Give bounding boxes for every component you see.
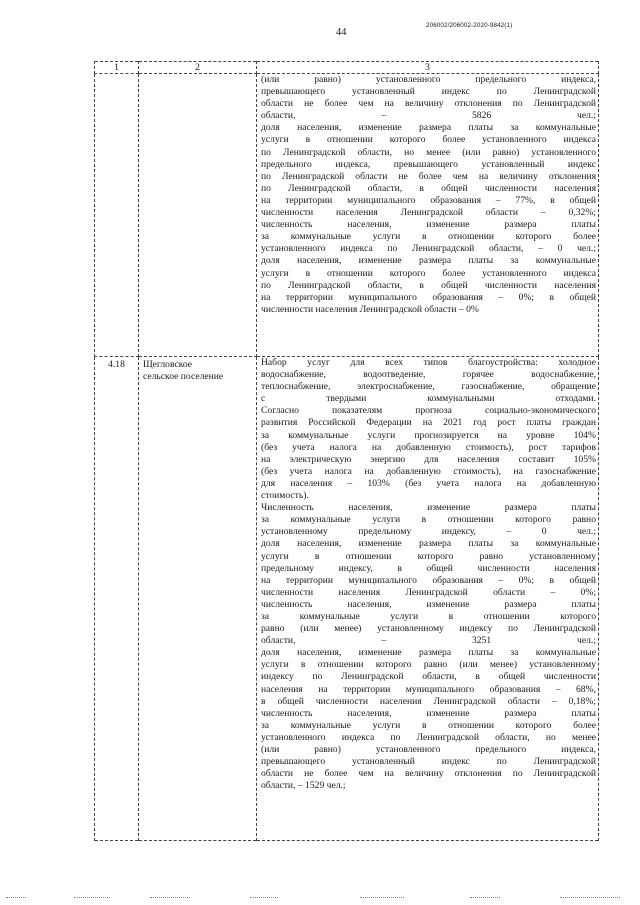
table-row — [95, 357, 599, 841]
description-line: численность населения, изменение размера платы — [261, 219, 596, 231]
description-line: (без учета налога на добавленную стоимость), рост тарифов — [261, 441, 596, 453]
description-line: (или равно) установленного предельного индекса, — [261, 74, 596, 85]
description-line: по Ленинградской области, в общей численности населения — [261, 279, 596, 291]
description-line: области не более чем на величину отклонения по Ленинградской — [261, 768, 596, 780]
description-line: доля населения, изменение размера платы за коммунальные — [261, 122, 596, 134]
description-line: численности населения Ленинградской области – 0%; — [261, 586, 596, 598]
description-line: по Ленинградской области, но менее (или равно) установленного — [261, 146, 596, 158]
description-line: стоимость). — [261, 490, 309, 502]
description-line: доля населения, изменение размера платы за коммунальные — [261, 255, 596, 267]
table-header-row — [95, 62, 599, 74]
description-line: в общей численности населения Ленинградской области – 0,18%; — [261, 695, 596, 707]
description-line: услуги в отношении которого равно установленному — [261, 550, 596, 562]
description-line: численность населения, изменение размера платы — [261, 707, 596, 719]
description-line: предельному индексу, в общей численности населения — [261, 562, 596, 574]
description-line: на территории муниципального образования – 0%; в общей — [261, 291, 596, 303]
description-line: за коммунальные услуги прогнозируется на уровне 104% — [261, 429, 596, 441]
settlement-name-line: сельское поселение — [143, 371, 224, 383]
document-code: 206002/206002-2020-9842(1) — [426, 22, 513, 29]
description-line: по Ленинградской области, в общей численности населения — [261, 182, 596, 194]
description-line: услуги в отношении которого более установленного индекса — [261, 134, 596, 146]
row-number-cell — [95, 74, 139, 357]
description-line: за коммунальные услуги в отношении которого — [261, 610, 596, 622]
description-line: области не более чем на величину отклонения по Ленинградской — [261, 98, 596, 110]
description-line: установленного индекса по Ленинградской области, – 0 чел.; — [261, 243, 596, 255]
description-line: (или равно) установленного предельного индекса, — [261, 744, 596, 755]
description-line: за коммунальные услуги в отношении которого равно — [261, 514, 596, 526]
settlement-name-cell — [139, 74, 257, 357]
description-line: Набор услуг для всех типов благоустройства: холодное — [261, 357, 596, 368]
description-line: (без учета налога на добавленную стоимость), на газоснабжение — [261, 465, 596, 477]
description-line: теплоснабжение, электроснабжение, газоснабжение, обращение — [261, 381, 596, 393]
description-line: Согласно показателям прогноза социально-экономического — [261, 405, 596, 417]
column-header: 2 — [139, 62, 257, 74]
description-line: населения на территории муниципального образования – 68%, — [261, 683, 596, 695]
description-cell — [257, 357, 599, 841]
description-line: для населения – 103% (без учета налога на добавленную — [261, 477, 596, 489]
description-cell — [257, 74, 599, 357]
description-line: доля населения, изменение размера платы за коммунальные — [261, 538, 596, 550]
description-line: равно (или менее) установленному индексу по Ленинградской — [261, 623, 596, 635]
description-line: за коммунальные услуги в отношении которого более — [261, 719, 596, 731]
row-number-cell: 4.18 — [95, 357, 139, 841]
description-line: превышающего установленный индекс по Ленинградской — [261, 86, 596, 98]
description-line: на электрическую энергию для населения составит 105% — [261, 453, 596, 465]
description-line: Численность населения, изменение размера платы — [261, 502, 596, 514]
description-line: превышающего установленный индекс по Ленинградской — [261, 756, 596, 768]
description-line: за коммунальные услуги в отношении которого более — [261, 231, 596, 243]
description-line: области, – 5826 чел.; — [261, 110, 596, 122]
description-line: с твердыми коммунальными отходами. — [261, 393, 596, 405]
description-line: услуги в отношении которого равно (или менее) установленному — [261, 659, 596, 671]
description-line: на территории муниципального образования – 0%; в общей — [261, 574, 596, 586]
page-number: 44 — [336, 27, 347, 38]
description-line: развития Российской Федерации на 2021 год рост платы граждан — [261, 417, 596, 429]
description-line: области, – 1529 чел.; — [261, 780, 346, 792]
description-line: установленного индекса по Ленинградской области, но менее — [261, 731, 596, 743]
column-header: 1 — [95, 62, 139, 74]
description-line: на территории муниципального образования – 77%, в общей — [261, 194, 596, 206]
description-line: численности населения Ленинградской области – 0,32%; — [261, 207, 596, 219]
description-line: по Ленинградской области не более чем на величину отклонения — [261, 170, 596, 182]
settlement-name-cell — [139, 357, 257, 841]
settlement-name-line: Щегловское — [143, 359, 193, 370]
description-line: численность населения, изменение размера платы — [261, 598, 596, 610]
description-line: доля населения, изменение размера платы за коммунальные — [261, 647, 596, 659]
description-line: индексу по Ленинградской области, в общей численности — [261, 671, 596, 683]
data-table — [94, 61, 599, 841]
table-row — [95, 74, 599, 357]
description-line: предельного индекса, превышающего установленный индекс — [261, 158, 596, 170]
description-line: численности населения Ленинградской области – 0% — [261, 303, 479, 315]
description-line: услуги в отношении которого более установленного индекса — [261, 267, 596, 279]
column-header: 3 — [257, 62, 599, 74]
description-line: водоснабжение, водоотведение, горячее водоснабжение, — [261, 369, 596, 381]
footer-scan-marks — [0, 895, 640, 901]
description-line: установленному предельному индексу, – 0 чел.; — [261, 526, 596, 538]
description-line: области, – 3251 чел.; — [261, 635, 596, 647]
